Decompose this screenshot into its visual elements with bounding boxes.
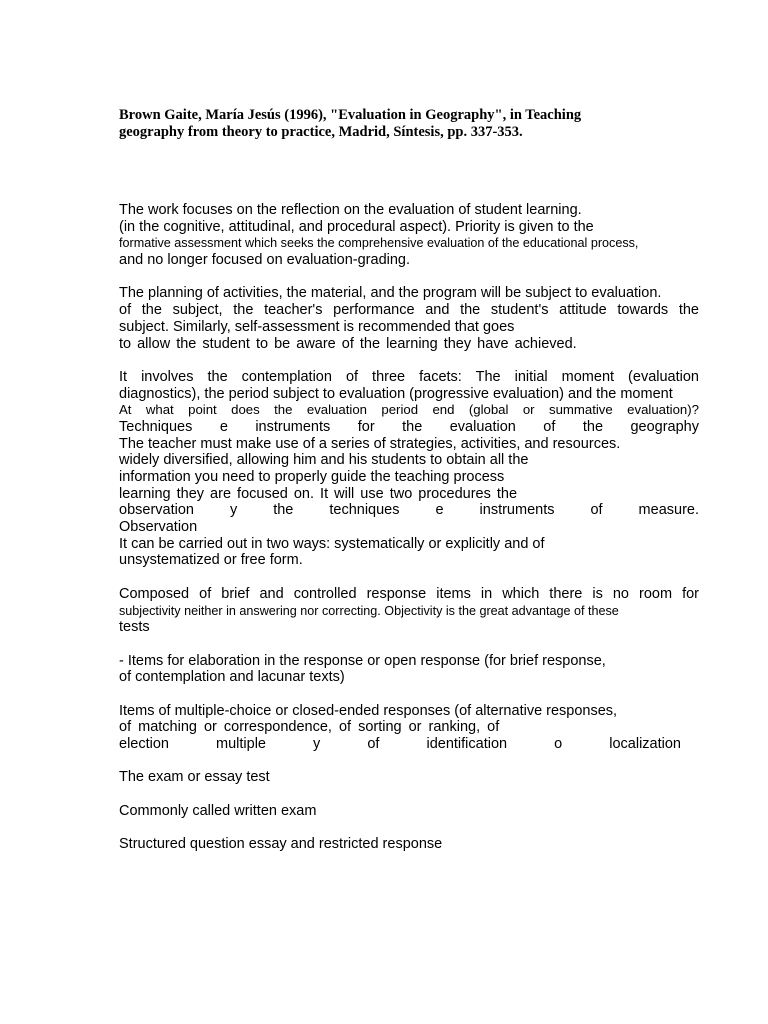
text-line: of contemplation and lacunar texts) [119, 669, 345, 686]
paragraph-three-facets [119, 369, 699, 569]
text-line: and no longer focused on evaluation-grading. [119, 252, 411, 269]
paragraph-learning-evaluation [119, 202, 699, 269]
citation-line: geography from theory to practice, Madrid, Síntesis, pp. 337-353. [119, 123, 523, 140]
text-line: subject. Similarly, self-assessment is recommended that goes [119, 318, 515, 335]
text-line: Commonly called written exam [119, 802, 317, 819]
text-line: of the subject, the teacher's performance and the student's attitude towards the [119, 302, 699, 319]
text-line: Structured question essay and restricted response [119, 836, 443, 853]
text-line: It can be carried out in two ways: systematically or explicitly and of [119, 535, 545, 552]
paragraph-planning [119, 285, 699, 352]
text-line: Items of multiple-choice or closed-ended responses (of alternative responses, [119, 702, 618, 719]
text-line: subjectivity neither in answering nor correcting. Objectivity is the great advantage of these [119, 603, 619, 618]
document-body [119, 202, 699, 853]
text-line: At what point does the evaluation period end (global or summative evaluation)? [119, 402, 699, 418]
paragraph-structured-essay [119, 836, 699, 853]
text-line: The work focuses on the reflection on the evaluation of student learning. [119, 202, 582, 218]
paragraph-objective-items [119, 586, 699, 636]
text-line: widely diversified, allowing him and his students to obtain all the [119, 452, 529, 469]
paragraph-written-exam [119, 803, 699, 820]
text-line: (in the cognitive, attitudinal, and procedural aspect). Priority is given to the [119, 218, 594, 235]
text-line: tests [119, 619, 150, 636]
text-line: The teacher must make use of a series of strategies, activities, and resources. [119, 435, 621, 452]
citation-heading [119, 107, 679, 140]
text-line: - Items for elaboration in the response or open response (for brief response, [119, 652, 606, 669]
text-line: learning they are focused on. It will use two procedures the [119, 485, 518, 502]
text-line: observation y the techniques e instruments of measure. [119, 502, 699, 519]
text-line: of matching or correspondence, of sorting or ranking, of [119, 719, 500, 736]
text-line: formative assessment which seeks the comprehensive evaluation of the educational process, [119, 236, 639, 251]
text-line: to allow the student to be aware of the learning they have achieved. [119, 335, 577, 352]
text-line: The exam or essay test [119, 769, 270, 786]
text-line: Observation [119, 519, 198, 536]
paragraph-open-response [119, 653, 699, 686]
text-line: It involves the contemplation of three facets: The initial moment (evaluation [119, 368, 699, 385]
text-line: The planning of activities, the material, and the program will be subject to evaluation. [119, 285, 662, 302]
text-line: unsystematized or free form. [119, 552, 303, 569]
text-line: diagnostics), the period subject to evaluation (progressive evaluation) and the moment [119, 385, 673, 402]
paragraph-closed-response [119, 703, 699, 753]
text-line: Techniques e instruments for the evaluation of the geography [119, 418, 699, 435]
citation-line: Brown Gaite, María Jesús (1996), "Evaluation in Geography", in Teaching [119, 107, 582, 123]
text-line: information you need to properly guide the teaching process [119, 469, 505, 485]
paragraph-essay-test [119, 769, 699, 786]
text-line: election multiple y of identification o localization [119, 736, 681, 752]
text-line: Composed of brief and controlled response items in which there is no room for [119, 585, 699, 602]
